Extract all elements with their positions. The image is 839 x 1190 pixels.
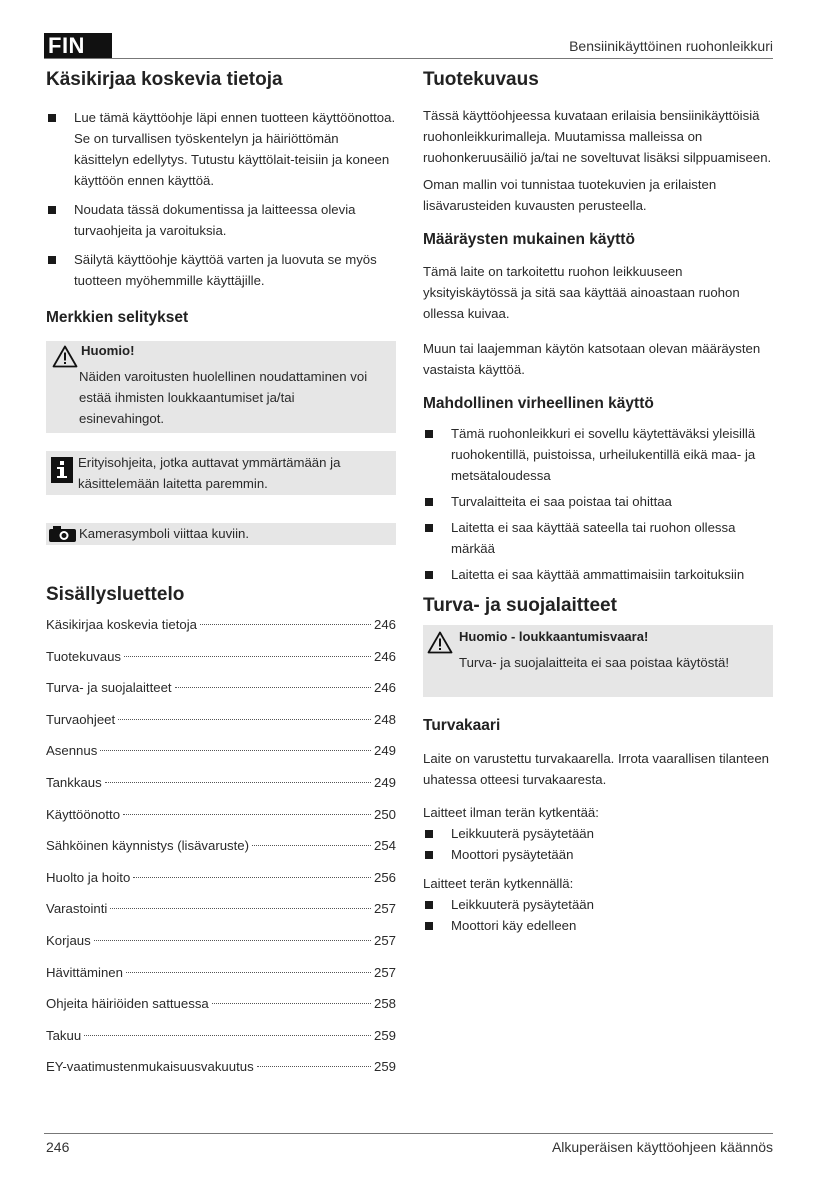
list-item-text: Turvalaitteita ei saa poistaa tai ohittaa — [451, 494, 672, 509]
intended-use-paragraph-1: Tämä laite on tarkoitettu ruohon leikkuuseen yksityiskäytössä ja sitä saa käyttää ainoastaan ruohon ollessa kuivaa. — [423, 264, 740, 321]
toc-entry-page: 249 — [373, 774, 396, 790]
bullet-square-icon — [425, 524, 433, 532]
list-item — [423, 823, 773, 844]
toc-entry[interactable] — [46, 617, 396, 649]
language-badge: FIN — [44, 33, 112, 59]
list-item-text: Laitetta ei saa käyttää sateella tai ruohon ollessa märkää — [451, 520, 736, 556]
manual-bullet-list — [46, 107, 396, 291]
toc-entry-page: 257 — [373, 964, 396, 980]
header-rule — [44, 58, 773, 59]
toc-entry-title: Käyttöönotto — [46, 806, 121, 822]
without-blade-clutch-list — [423, 823, 773, 865]
info-text: Erityisohjeita, jotka auttavat ymmärtämään ja käsittelemään laitetta paremmin. — [78, 455, 341, 491]
toc-entry[interactable] — [46, 1028, 396, 1060]
toc-dot-leader — [212, 1003, 371, 1004]
list-item-text: Säilytä käyttöohje käyttöä varten ja luovuta se myös tuotteen myöhemmille käyttäjille. — [74, 252, 377, 288]
misuse-bullet-list — [423, 423, 773, 585]
list-item-text: Leikkuuterä pysäytetään — [451, 826, 594, 841]
list-item-text: Moottori käy edelleen — [451, 918, 577, 933]
toc-entry-title: Käsikirjaa koskevia tietoja — [46, 617, 197, 632]
toc-entry-title: Huolto ja hoito — [46, 869, 131, 885]
safety-warning-box — [423, 625, 773, 697]
toc-entry-title: Tuotekuvaus — [46, 648, 122, 664]
toc-dot-leader — [124, 656, 371, 657]
with-blade-clutch-list — [423, 894, 773, 936]
left-column — [46, 66, 396, 1091]
safety-warning-text: Turva- ja suojalaitteita ei saa poistaa käytöstä! — [459, 655, 729, 670]
list-item-text: Laitetta ei saa käyttää ammattimaisiin tarkoituksiin — [451, 567, 745, 582]
list-item-text: Noudata tässä dokumentissa ja laitteessa olevia turvaohjeita ja varoituksia. — [74, 202, 356, 238]
list-item — [423, 564, 773, 585]
toc-entry[interactable] — [46, 649, 396, 681]
without-blade-clutch-label: Laitteet ilman terän kytkentää: — [423, 805, 599, 820]
toc-dot-leader — [126, 972, 371, 973]
header-title: Bensiinikäyttöinen ruohonleikkuri — [569, 38, 773, 54]
toc-entry-page: 246 — [373, 680, 396, 696]
safety-bar-paragraph: Laite on varustettu turvakaarella. Irrota vaarallisen tilanteen uhatessa otteesi turvakaaresta. — [423, 751, 769, 787]
page-number: 246 — [46, 1139, 70, 1155]
toc-entry-page: 257 — [373, 932, 396, 948]
bullet-square-icon — [425, 498, 433, 506]
toc-entry-page: 246 — [373, 617, 396, 632]
toc-entry[interactable] — [46, 933, 396, 965]
list-item — [423, 915, 773, 936]
toc-dot-leader — [133, 877, 371, 878]
with-blade-clutch-label: Laitteet terän kytkennällä: — [423, 876, 574, 891]
toc-entry-page: 257 — [373, 901, 396, 917]
toc-dot-leader — [110, 908, 371, 909]
camera-box — [46, 523, 396, 545]
toc-entry-title: Varastointi — [46, 901, 108, 917]
product-paragraph-1: Tässä käyttöohjeessa kuvataan erilaisia bensiinikäyttöisiä ruohonleikkurimalleja. Muutamissa malleissa on ruohonkeruusäiliö ja/tai ne soveltuvat lisäksi silppuamiseen. — [423, 108, 772, 165]
toc-entry-title: Turvaohjeet — [46, 711, 116, 727]
bullet-square-icon — [425, 571, 433, 579]
warning-triangle-icon — [52, 345, 78, 368]
bullet-square-icon — [425, 901, 433, 909]
list-item-text: Leikkuuterä pysäytetään — [451, 897, 594, 912]
toc-entry-title: Turva- ja suojalaitteet — [46, 680, 172, 696]
safety-bar-heading: Turvakaari — [423, 717, 501, 734]
toc-entry-page: 246 — [373, 648, 396, 664]
toc-dot-leader — [252, 845, 371, 846]
toc-entry-page: 259 — [373, 1027, 396, 1043]
toc-dot-leader — [94, 940, 371, 941]
camera-icon — [49, 526, 76, 542]
toc-dot-leader — [257, 1066, 371, 1067]
toc-entry[interactable] — [46, 775, 396, 807]
footer-rule — [44, 1133, 773, 1134]
intended-use-heading: Määräysten mukainen käyttö — [423, 231, 635, 248]
safety-warning-title: Huomio - loukkaantumisvaara! — [459, 629, 649, 644]
list-item — [46, 249, 396, 291]
toc-entry-page: 258 — [373, 996, 396, 1012]
toc-entry-title: Takuu — [46, 1027, 82, 1043]
list-item — [46, 107, 396, 191]
info-icon — [51, 457, 73, 483]
toc-entry[interactable] — [46, 712, 396, 744]
product-paragraph-2: Oman mallin voi tunnistaa tuotekuvien ja erilaisten lisävarusteiden kuvausten perusteella. — [423, 177, 717, 213]
toc-dot-leader — [118, 719, 371, 720]
warning-triangle-icon — [427, 631, 453, 654]
toc-entry-title: Sähköinen käynnistys (lisävaruste) — [46, 838, 250, 854]
toc-entry[interactable] — [46, 965, 396, 997]
toc-entry-page: 259 — [373, 1059, 396, 1075]
list-item — [423, 423, 773, 486]
warning-box — [46, 341, 396, 433]
toc-entry[interactable] — [46, 743, 396, 775]
warning-text: Näiden varoitusten huolellinen noudattaminen voi estää ihmisten loukkaantumiset ja/tai esinevahingot. — [79, 369, 368, 426]
list-item-text: Moottori pysäytetään — [451, 847, 574, 862]
toc-entry-title: Hävittäminen — [46, 964, 123, 980]
toc-entry[interactable] — [46, 680, 396, 712]
symbols-heading: Merkkien selitykset — [46, 309, 189, 326]
bullet-square-icon — [425, 830, 433, 838]
bullet-square-icon — [425, 851, 433, 859]
toc-entry-title: Asennus — [46, 743, 98, 759]
bullet-square-icon — [48, 114, 56, 122]
toc-dot-leader — [123, 814, 371, 815]
misuse-heading: Mahdollinen virheellinen käyttö — [423, 395, 654, 412]
camera-text: Kamerasymboli viittaa kuviin. — [79, 526, 250, 541]
bullet-square-icon — [48, 206, 56, 214]
toc-entry[interactable] — [46, 901, 396, 933]
info-box — [46, 451, 396, 495]
toc-entry-title: EY-vaatimustenmukaisuusvakuutus — [46, 1059, 254, 1075]
bullet-square-icon — [425, 430, 433, 438]
bullet-square-icon — [425, 922, 433, 930]
toc-entry[interactable] — [46, 807, 396, 839]
safety-devices-heading: Turva- ja suojalaitteet — [423, 595, 617, 616]
list-item-text: Lue tämä käyttöohje läpi ennen tuotteen käyttöönottoa. Se on turvallisen työskentelyn ja häiriöttömän käsittelyn edellytys. Tutustu käyttölait-teisiin ja koneen käyttöön ennen käyttöä. — [74, 110, 396, 188]
list-item — [423, 517, 773, 559]
toc-entry[interactable] — [46, 838, 396, 870]
toc-entry[interactable] — [46, 870, 396, 902]
toc-entry[interactable] — [46, 1059, 396, 1091]
toc-dot-leader — [105, 782, 371, 783]
bullet-square-icon — [48, 256, 56, 264]
warning-title: Huomio! — [81, 343, 135, 358]
toc-entry-title: Tankkaus — [46, 774, 102, 790]
toc-entry-title: Korjaus — [46, 932, 91, 948]
list-item — [423, 894, 773, 915]
toc-entry[interactable] — [46, 996, 396, 1028]
toc-dot-leader — [175, 687, 371, 688]
list-item — [423, 844, 773, 865]
toc-dot-leader — [84, 1035, 371, 1036]
toc-list — [46, 617, 396, 1091]
footer-text: Alkuperäisen käyttöohjeen käännös — [551, 1139, 773, 1155]
toc-entry-page: 249 — [373, 743, 396, 759]
intended-use-paragraph-2: Muun tai laajemman käytön katsotaan olevan määräysten vastaista käyttöä. — [423, 341, 761, 377]
toc-dot-leader — [200, 624, 371, 625]
toc-entry-page: 256 — [373, 869, 396, 885]
manual-heading: Käsikirjaa koskevia tietoja — [46, 69, 283, 90]
right-column — [423, 66, 773, 936]
toc-dot-leader — [100, 750, 371, 751]
toc-entry-title: Ohjeita häiriöiden sattuessa — [46, 996, 209, 1012]
product-heading: Tuotekuvaus — [423, 69, 539, 90]
list-item — [423, 491, 773, 512]
list-item-text: Tämä ruohonleikkuri ei sovellu käytettäväksi yleisillä ruohokentillä, puistoissa, urheilukentillä eikä maa- ja metsätaloudessa — [451, 426, 756, 483]
toc-entry-page: 248 — [373, 711, 396, 727]
list-item — [46, 199, 396, 241]
toc-heading: Sisällysluettelo — [46, 584, 185, 605]
toc-entry-page: 254 — [373, 838, 396, 854]
toc-entry-page: 250 — [373, 806, 396, 822]
